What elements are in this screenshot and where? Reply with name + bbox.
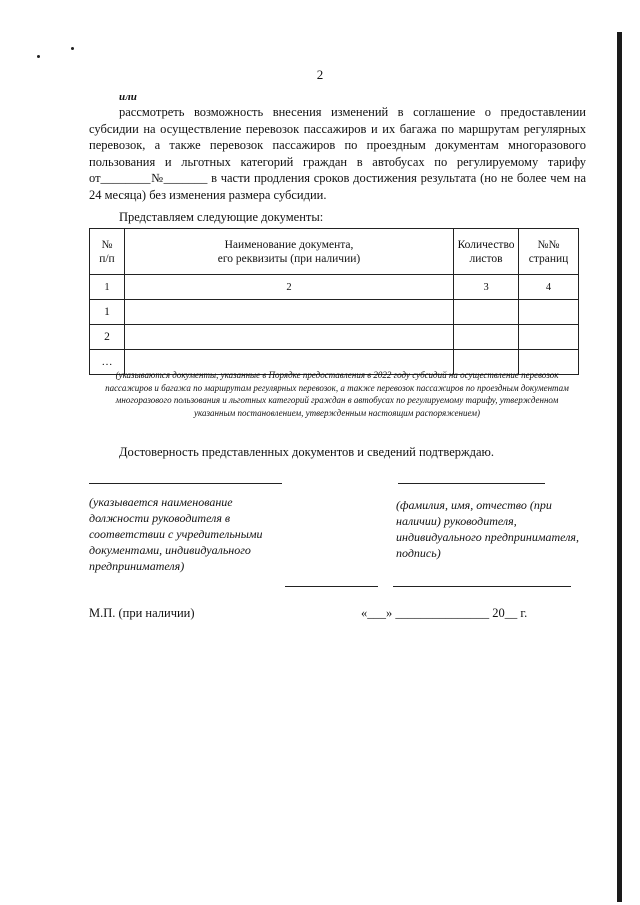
row-sheets xyxy=(454,325,519,350)
header-sheets: Количество листов xyxy=(454,229,519,275)
col-number: 1 xyxy=(90,275,125,300)
header-pages: №№ страниц xyxy=(519,229,579,275)
name-caption: (фамилия, имя, отчество (при наличии) руководителя, индивидуального предпринимателя, подпись) xyxy=(396,498,580,560)
row-num: 1 xyxy=(90,300,125,325)
documents-table xyxy=(89,228,579,375)
col-number: 3 xyxy=(454,275,519,300)
row-pages xyxy=(519,300,579,325)
header-num: № п/п xyxy=(90,229,125,275)
row-num: … xyxy=(90,350,125,375)
scan-speck xyxy=(71,47,74,50)
signature-line-long xyxy=(393,586,571,587)
row-pages xyxy=(519,325,579,350)
or-word: или xyxy=(119,91,137,103)
documents-intro: Представляем следующие документы: xyxy=(119,210,324,224)
header-name: Наименование документа, его реквизиты (при наличии) xyxy=(124,229,453,275)
stamp-label: М.П. (при наличии) xyxy=(89,606,195,620)
row-num: 2 xyxy=(90,325,125,350)
page-number: 2 xyxy=(316,67,324,82)
main-paragraph: рассмотреть возможность внесения изменений в соглашение о предоставлении субсидии на осуществление перевозок пассажиров и их багажа по маршрутам регулярных перевозок, а также перевозок пассажиров по проездным документам многоразового пользования и льготных категорий граждан в автобусах по регулируемому тарифу от________№_______ в части продления сроков достижения результата (но не более чем на 24 месяца) без изменения размера субсидии. xyxy=(89,105,586,202)
position-signature-line xyxy=(89,483,282,484)
row-name xyxy=(124,300,453,325)
signature-line-short xyxy=(285,586,378,587)
table-row xyxy=(90,325,579,350)
name-signature-line xyxy=(398,483,545,484)
table-row xyxy=(90,300,579,325)
confirmation-text: Достоверность представленных документов и сведений подтверждаю. xyxy=(119,445,494,459)
col-number: 4 xyxy=(519,275,579,300)
date-line: «___» _______________ 20__ г. xyxy=(361,606,528,620)
column-number-row xyxy=(90,275,579,300)
table-note: (указываются документы, указанные в Порядке предоставления в 2022 году субсидий на осуществление перевозок пассажиров и багажа по маршрутам регулярных перевозок, а также перевозок пассажиров по проездным документам многоразового пользования и льготных категорий граждан в автобусах по регулируемому тарифу, утвержденном указанным постановлением, утвержденным настоящим распоряжением) xyxy=(105,370,569,418)
row-name xyxy=(124,325,453,350)
position-caption: (указывается наименование должности руководителя в соответствии с учредительными документами, индивидуального предпринимателя) xyxy=(89,495,263,573)
col-number: 2 xyxy=(124,275,453,300)
row-sheets xyxy=(454,300,519,325)
scan-edge-bar xyxy=(617,32,622,902)
table-header-row xyxy=(90,229,579,275)
scan-speck xyxy=(37,55,40,58)
